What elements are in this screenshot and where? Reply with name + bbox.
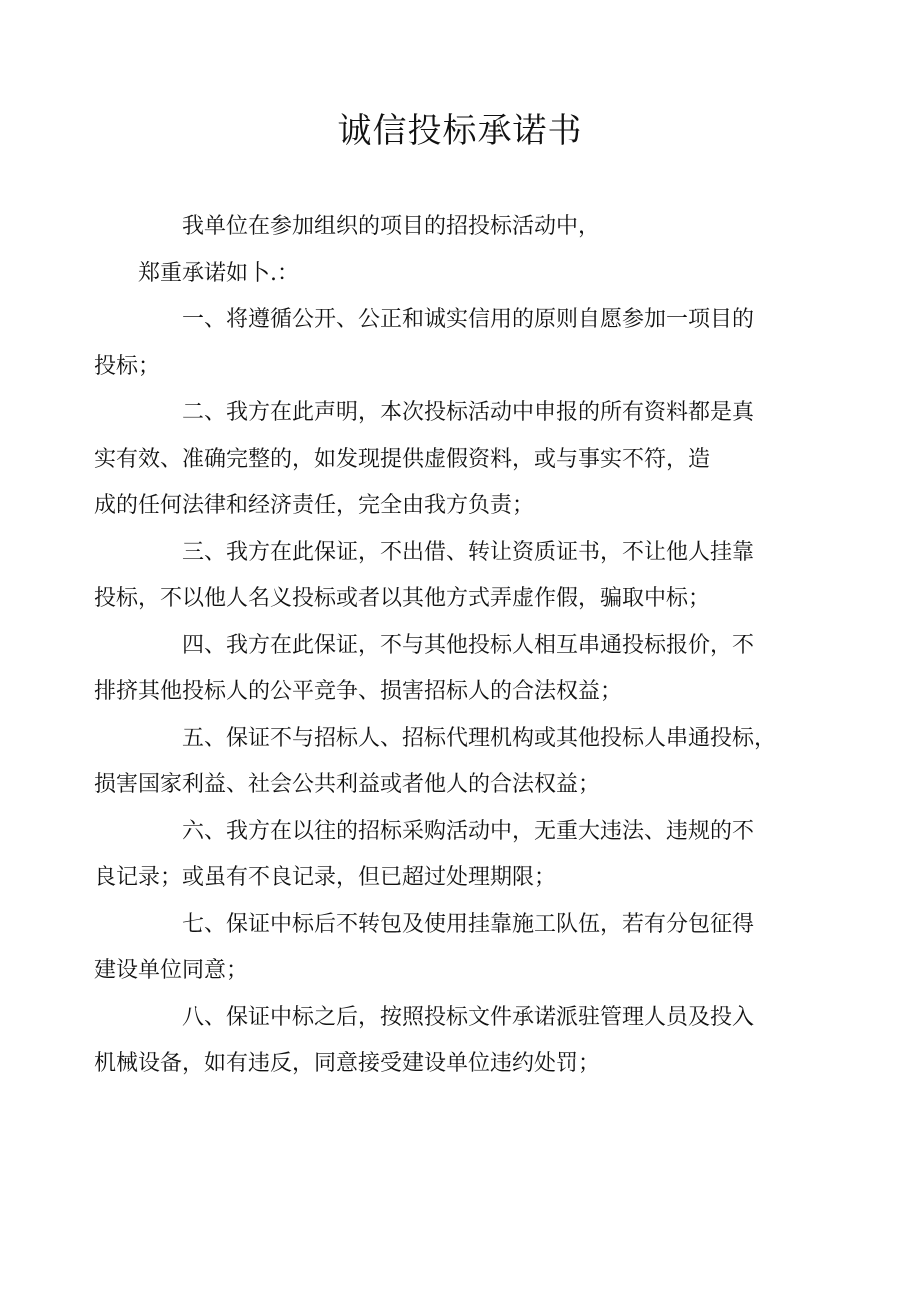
promise-item-5-line-1: 五、保证不与招标人、招标代理机构或其他投标人串通投标， xyxy=(182,725,777,751)
document-body xyxy=(94,204,783,1088)
promise-item-5-line-2: 损害国家利益、社会公共利益或者他人的合法权益； xyxy=(94,772,601,797)
promise-item-5 xyxy=(94,716,783,809)
promise-item-1-line-1: 一、将遵循公开、公正和诚实信用的原则自愿参加一项目的 xyxy=(182,307,755,332)
promise-item-3 xyxy=(94,530,783,623)
promise-item-2-line-1: 二、我方在此声明，本次投标活动中申报的所有资料都是真 xyxy=(182,400,755,425)
promise-item-7 xyxy=(94,902,783,995)
promise-item-1-line-2: 投标； xyxy=(94,353,161,379)
promise-item-6-line-2: 良记录；或虽有不良记录，但已超过处理期限； xyxy=(94,865,557,890)
promise-item-4-line-1: 四、我方在此保证，不与其他投标人相互串通投标报价，不 xyxy=(182,632,755,658)
promise-item-8 xyxy=(94,995,783,1088)
promise-item-7-line-1: 七、保证中标后不转包及使用挂靠施工队伍，若有分包征得 xyxy=(182,911,755,937)
intro-line-2: 郑重承诺如卜.： xyxy=(138,260,299,286)
promise-item-6-line-1: 六、我方在以往的招标采购活动中，无重大违法、违规的不 xyxy=(182,818,755,844)
promise-item-2 xyxy=(94,390,783,530)
promise-item-2-line-3: 成的任何法律和经济责任，完全由我方负责； xyxy=(94,493,535,518)
promise-item-4 xyxy=(94,623,783,716)
intro-paragraph-cont xyxy=(138,251,783,298)
promise-item-2-line-2: 实有效、准确完整的，如发现提供虚假资料，或与事实不符，造 xyxy=(94,446,711,472)
intro-paragraph xyxy=(138,204,783,251)
promise-item-8-line-1: 八、保证中标之后，按照投标文件承诺派驻管理人员及投入 xyxy=(182,1004,755,1030)
promise-item-4-line-2: 排挤其他投标人的公平竞争、损害招标人的合法权益； xyxy=(94,679,623,704)
promise-item-8-line-2: 机械设备，如有违反，同意接受建设单位违约处罚； xyxy=(94,1051,601,1076)
promise-item-3-line-2: 投标，不以他人名义投标或者以其他方式弄虚作假，骗取中标； xyxy=(94,586,711,611)
promise-item-3-line-1: 三、我方在此保证，不出借、转让资质证书，不让他人挂靠 xyxy=(182,539,755,565)
promise-item-6 xyxy=(94,809,783,902)
intro-line-1: 我单位在参加组织的项目的招投标活动中， xyxy=(182,214,601,239)
document-title: 诚信投标承诺书 xyxy=(337,111,583,151)
promise-item-1 xyxy=(94,297,783,390)
promise-item-7-line-2: 建设单位同意； xyxy=(94,958,249,983)
